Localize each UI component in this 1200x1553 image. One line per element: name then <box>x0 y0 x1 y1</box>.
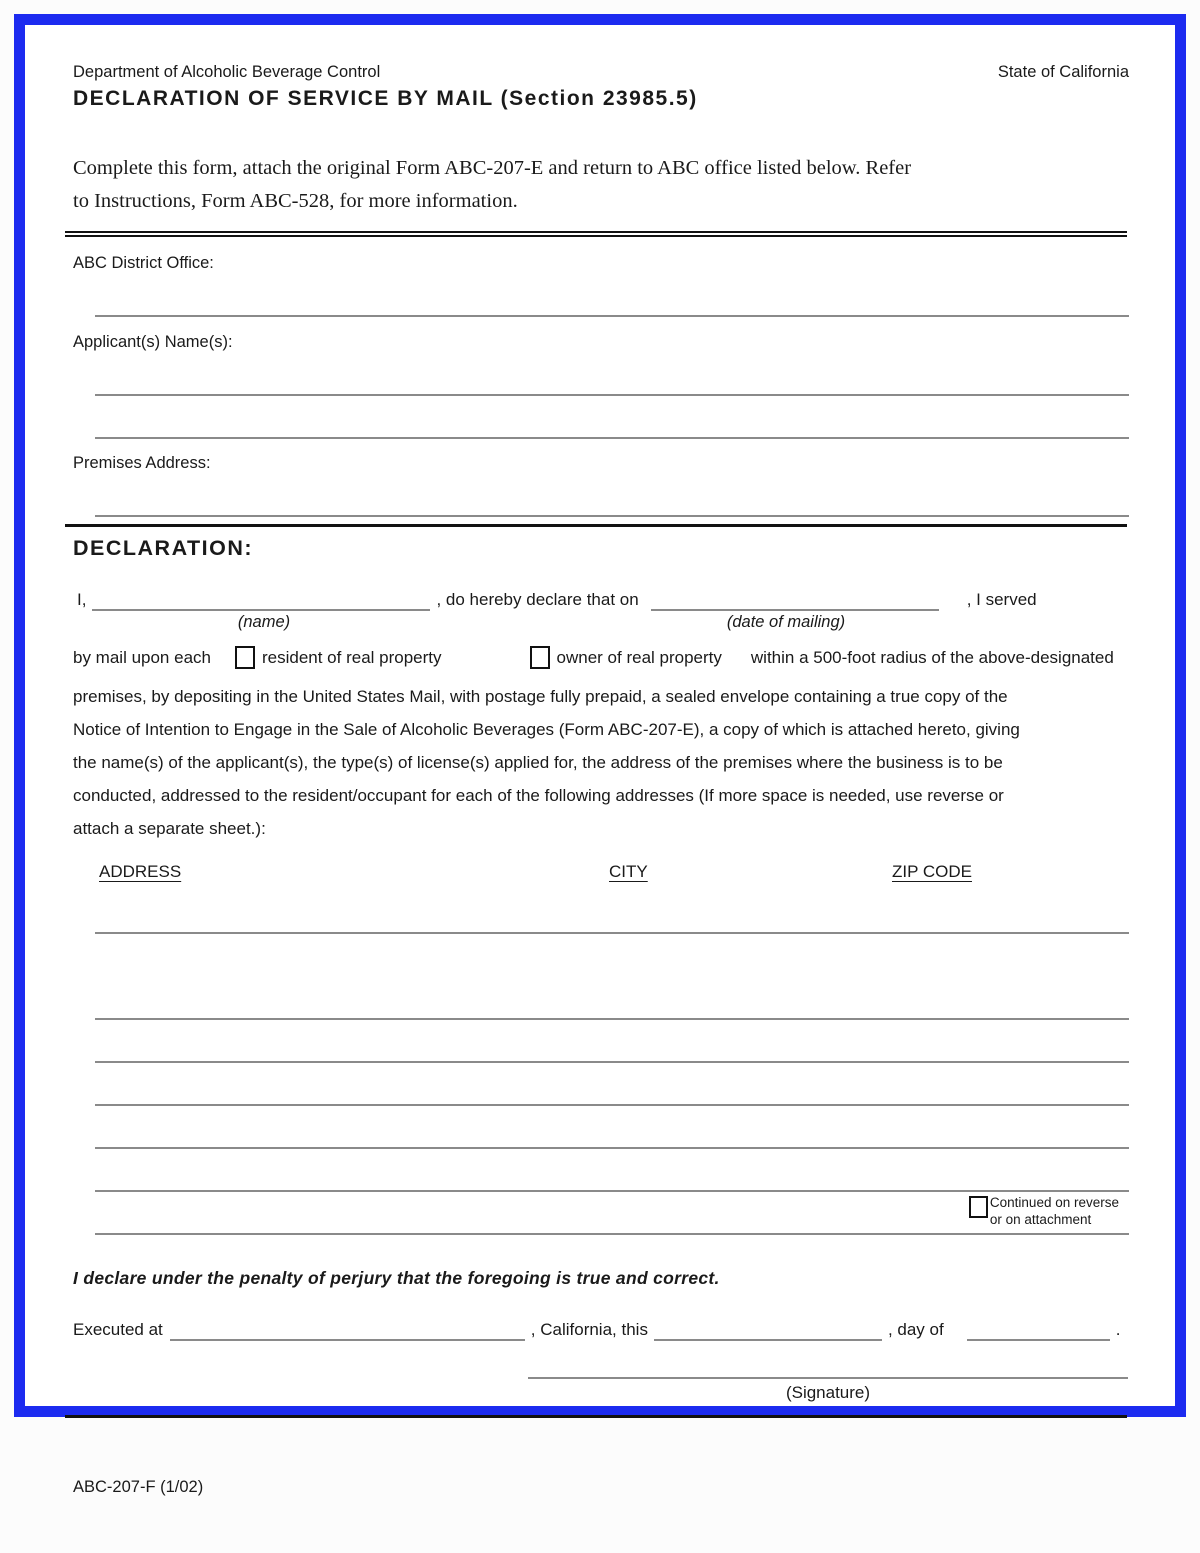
agency-name: Department of Alcoholic Beverage Control <box>73 63 381 81</box>
lead-captions <box>73 611 1129 635</box>
by-mail-label: by mail upon each <box>73 647 211 667</box>
checkbox-row <box>73 646 1129 669</box>
executed-date-input[interactable] <box>654 1319 882 1341</box>
executed-at-label: Executed at <box>73 1320 163 1339</box>
address-row-7[interactable] <box>95 1192 1129 1235</box>
owner-label: owner of real property <box>556 647 722 667</box>
california-this-label: , California, this <box>530 1320 648 1339</box>
continued-label <box>990 1195 1119 1228</box>
body-line-4: conducted, addressed to the resident/occupant for each of the following addresses (If more space is needed, use reverse or <box>73 786 1004 805</box>
premises-input[interactable] <box>95 515 1129 517</box>
address-row-6[interactable] <box>95 1149 1129 1192</box>
period-label: . <box>1115 1320 1121 1339</box>
lead-mid: , do hereby declare that on <box>436 590 639 609</box>
declaration-section-rule <box>65 524 1127 527</box>
resident-label: resident of real property <box>261 647 442 667</box>
body-line-5: attach a separate sheet.): <box>73 819 266 838</box>
day-of-label: , day of <box>887 1320 944 1339</box>
mailing-date-input[interactable] <box>651 589 939 611</box>
applicants-input-line1[interactable] <box>95 394 1129 396</box>
bottom-rule <box>65 1415 1127 1418</box>
continued-label-line1: Continued on reverse <box>989 1195 1119 1210</box>
continued-checkbox[interactable] <box>969 1196 988 1218</box>
address-row-4[interactable] <box>95 1063 1129 1106</box>
owner-checkbox[interactable] <box>530 646 550 669</box>
declarant-name-input[interactable] <box>92 589 430 611</box>
address-row-5[interactable] <box>95 1106 1129 1149</box>
signature-block <box>528 1377 1128 1403</box>
continued-label-line2: or on attachment <box>989 1211 1092 1227</box>
continued-on-reverse-group <box>969 1195 1119 1228</box>
day-input[interactable] <box>967 1319 1110 1341</box>
declaration-body <box>73 680 1129 845</box>
name-caption: (name) <box>237 613 291 631</box>
district-office-label: ABC District Office: <box>73 254 214 272</box>
signature-input[interactable] <box>528 1377 1128 1379</box>
instructions-line-2: to Instructions, Form ABC-528, for more information. <box>73 190 518 212</box>
body-line-1: premises, by depositing in the United States Mail, with postage fully prepaid, a sealed envelope containing a true copy of the <box>73 687 1008 706</box>
form-title: DECLARATION OF SERVICE BY MAIL (Section 23985.5) <box>73 87 698 110</box>
perjury-statement: I declare under the penalty of perjury that the foregoing is true and correct. <box>73 1268 720 1288</box>
applicants-input-line2[interactable] <box>95 437 1129 439</box>
address-table-headers <box>73 862 1129 886</box>
signature-caption: (Signature) <box>785 1383 871 1402</box>
address-row-1[interactable] <box>95 932 1129 934</box>
address-table-rows <box>95 932 1129 1235</box>
resident-checkbox[interactable] <box>235 646 255 669</box>
body-line-3: the name(s) of the applicant(s), the type(s) of license(s) applied for, the address of the premises where the business is to be <box>73 753 1003 772</box>
form-header <box>73 63 1129 82</box>
instructions-paragraph <box>73 152 1129 218</box>
date-of-mailing-caption: (date of mailing) <box>726 613 846 631</box>
lead-end: , I served <box>966 590 1037 609</box>
section-divider-double <box>65 231 1127 237</box>
page-frame <box>14 14 1186 1496</box>
execution-row <box>73 1319 1129 1341</box>
instructions-line-1: Complete this form, attach the original Form ABC-207-E and return to ABC office listed below. Refer <box>73 157 912 179</box>
premises-label: Premises Address: <box>73 454 211 472</box>
radius-label: within a 500-foot radius of the above-designated <box>750 647 1114 667</box>
declaration-heading: DECLARATION: <box>73 536 254 560</box>
zip-column-header: ZIP CODE <box>892 862 972 881</box>
form-number: ABC-207-F (1/02) <box>73 1478 204 1496</box>
city-column-header: CITY <box>609 862 648 881</box>
applicants-label: Applicant(s) Name(s): <box>73 333 233 351</box>
address-row-3[interactable] <box>95 1020 1129 1063</box>
district-office-input[interactable] <box>95 315 1129 317</box>
declaration-lead-row <box>73 589 1129 611</box>
body-line-2: Notice of Intention to Engage in the Sale of Alcoholic Beverages (Form ABC-207-E), a copy of which is attached hereto, giving <box>73 720 1020 739</box>
executed-place-input[interactable] <box>170 1319 525 1341</box>
form-page <box>25 25 1175 1497</box>
lead-i: I, <box>77 590 87 609</box>
address-row-2[interactable] <box>95 977 1129 1020</box>
state-name: State of California <box>997 63 1129 81</box>
address-column-header: ADDRESS <box>99 862 182 881</box>
